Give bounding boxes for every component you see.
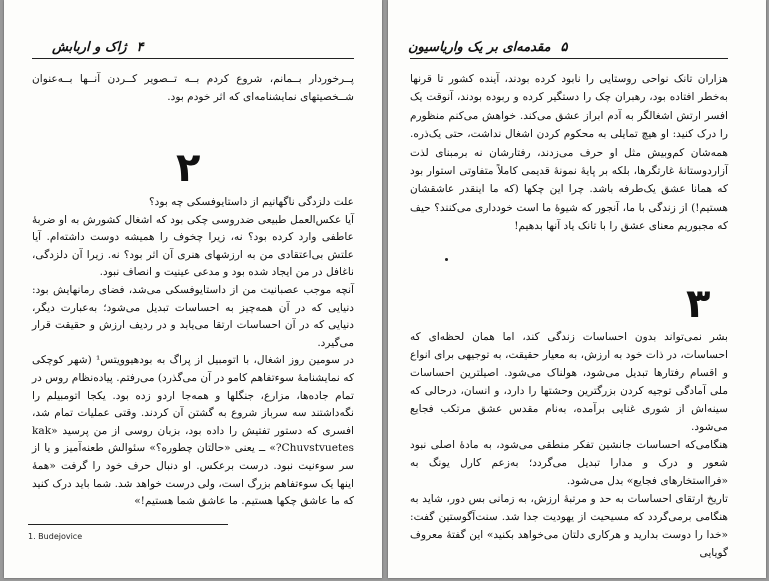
right-page: [388, 0, 766, 578]
footnote-rule: [28, 524, 228, 525]
right-page-number: ۵: [560, 40, 568, 55]
right-page-running-title: مقدمه‌ای بر یک واریاسیون: [408, 40, 551, 55]
chapter-number-3: ۳: [686, 281, 711, 327]
left-page-number: ۴: [136, 40, 144, 55]
left-intro-paragraph: پــرخوردار بــمانم، شروع کردم بــه تــصویر کــردن آنــها بــه‌عنوان شــخصیتهای نمایشنامه‌ای که اثر خودم بود.: [32, 73, 354, 104]
right-body-text: هزاران تانک نواحی روستایی را نابود کرده بودند، آینده کشور تا قرنها به‌خطر افتاده بود، رهبران چک را دستگیر کرده و ربوده بودند، آنوقت یک افسر ارتش اشغالگر به آدم ابراز عشق می‌کند. خواهش می‌کنم منظورم را درک کنید: او هیچ تمایلی به محکوم کردن اشغال نداشت، حتی یک‌ذره. همه‌شان کم‌وبیش مثل او حرف می‌زدند، رفتارشان نه برمبنای لذت آزاردوستانهٔ غارتگرها، بلکه بر پایهٔ نمونهٔ قدیمی کاملاً متفاوتی استوار بود که همانا عشق یک‌طرفه باشد. چرا این چکها (که ما اینقدر عاشقشان هستیم!) از زندگی با ما، آنجور که شیوهٔ ما است خودداری می‌کنند؟ حیف که مجبوریم معنای عشق را با تانک یاد آنها بدهیم!: [410, 73, 728, 233]
page-mark: [445, 258, 448, 261]
right-page-header: [408, 40, 568, 55]
left-body-text: علت دلزدگی ناگهانیم از داستایوفسکی چه بود؟ آیا عکس‌العمل طبیعی ضدروسی چکی بود که اشغال کشورش به او ضربهٔ عاطفی وارد کرده بود؟ نه، زیرا چخوف را همیشه دوست داشته‌ام. آیا علتش بی‌اعتقادی من به ارزشهای هنری آن اثر بود؟ نه. زیرا آن دلزدگی، ناغافل در من ایجاد شده بود و مدعی عینیت و انصاف نبود. آنچه موجب عصبانیت من از داستایوفسکی می‌شد، فضای رمانهایش بود: دنیایی که در آن همه‌چیز به احساسات تبدیل می‌شود؛ به‌عبارت دیگر، دنیایی که در آن احساسات ارتقا می‌یابد و در ردیف ارزش و حقیقت قرار می‌گیرد. در سومین روز اشغال، با اتومبیل از پراگ به بودهیوویتس¹ (شهر کوچکی که نمایشنامهٔ سوء‌تفاهم کامو در آن می‌گذرد) می‌رفتم. پیاده‌نظام روس در تمام جاده‌ها، مزارع، جنگلها و همه‌جا اردو زده بود. یکجا اتومبیلم را نگه‌داشتند سه سرباز شروع به گشتن آن کردند. وقتی عملیات تمام شد، افسری که دستور تفتیش را داده بود، بزبان روسی از من پرسید «kak Chuvstvuetes?» ــ یعنی «حالتان چطوره؟» سئوالش طعنه‌آمیز و یا از سر سوءنیت نبود. درست برعکس. او دنبال حرف خود را گرفت «همهٔ اینها یک سوء‌تفاهم بزرگ است، ولی درست خواهد شد. شما باید درک کنید که ما عاشق چکها هستیم. ما عاشق شما هستیم!»: [31, 196, 354, 508]
chapter-number-2: ۲: [176, 145, 201, 191]
right-header-rule: [410, 58, 728, 59]
footnote: 1. Budejovice: [28, 532, 83, 541]
right-body-text-2: بشر نمی‌تواند بدون احساسات زندگی کند، اما همان لحظه‌ای که احساسات، در ذات خود به ارزش، به معیار حقیقت، به توجیهی برای انواع و اقسام رفتارها تبدیل می‌شود، هولناک می‌شود. اصیلترین احساسات ملی آمادگی توجیه کردن بزرگترین وحشتها را دارد، و انسان، درحالی که سینه‌اش از شوری غنایی برآمده، به‌نام مقدس عشق مرتکب فجایع می‌شود. هنگامی‌که احساسات جانشین تفکر منطقی می‌شود، به مادهٔ اصلی نبود شعور و درک و مدارا تبدیل می‌گردد؛ به‌زعم کارل یونگ به «فرااستخارهای فجایع» بدل می‌شود. تاریخ ارتقای احساسات به حد و مرتبهٔ ارزش، به زمانی بس دور، شاید به هنگامی برمی‌گردد که مسیحیت از یهودیت جدا شد. سنت‌آگوستین گفت: «خدا را دوست بدارید و هرکاری دلتان می‌خواهد بکنید» این گفتهٔ معروف گویایی: [410, 331, 728, 559]
left-page-header: [52, 40, 144, 55]
left-page: [4, 0, 382, 578]
left-header-rule: [32, 58, 354, 59]
left-page-running-title: ژاک و اربابش: [52, 40, 127, 55]
